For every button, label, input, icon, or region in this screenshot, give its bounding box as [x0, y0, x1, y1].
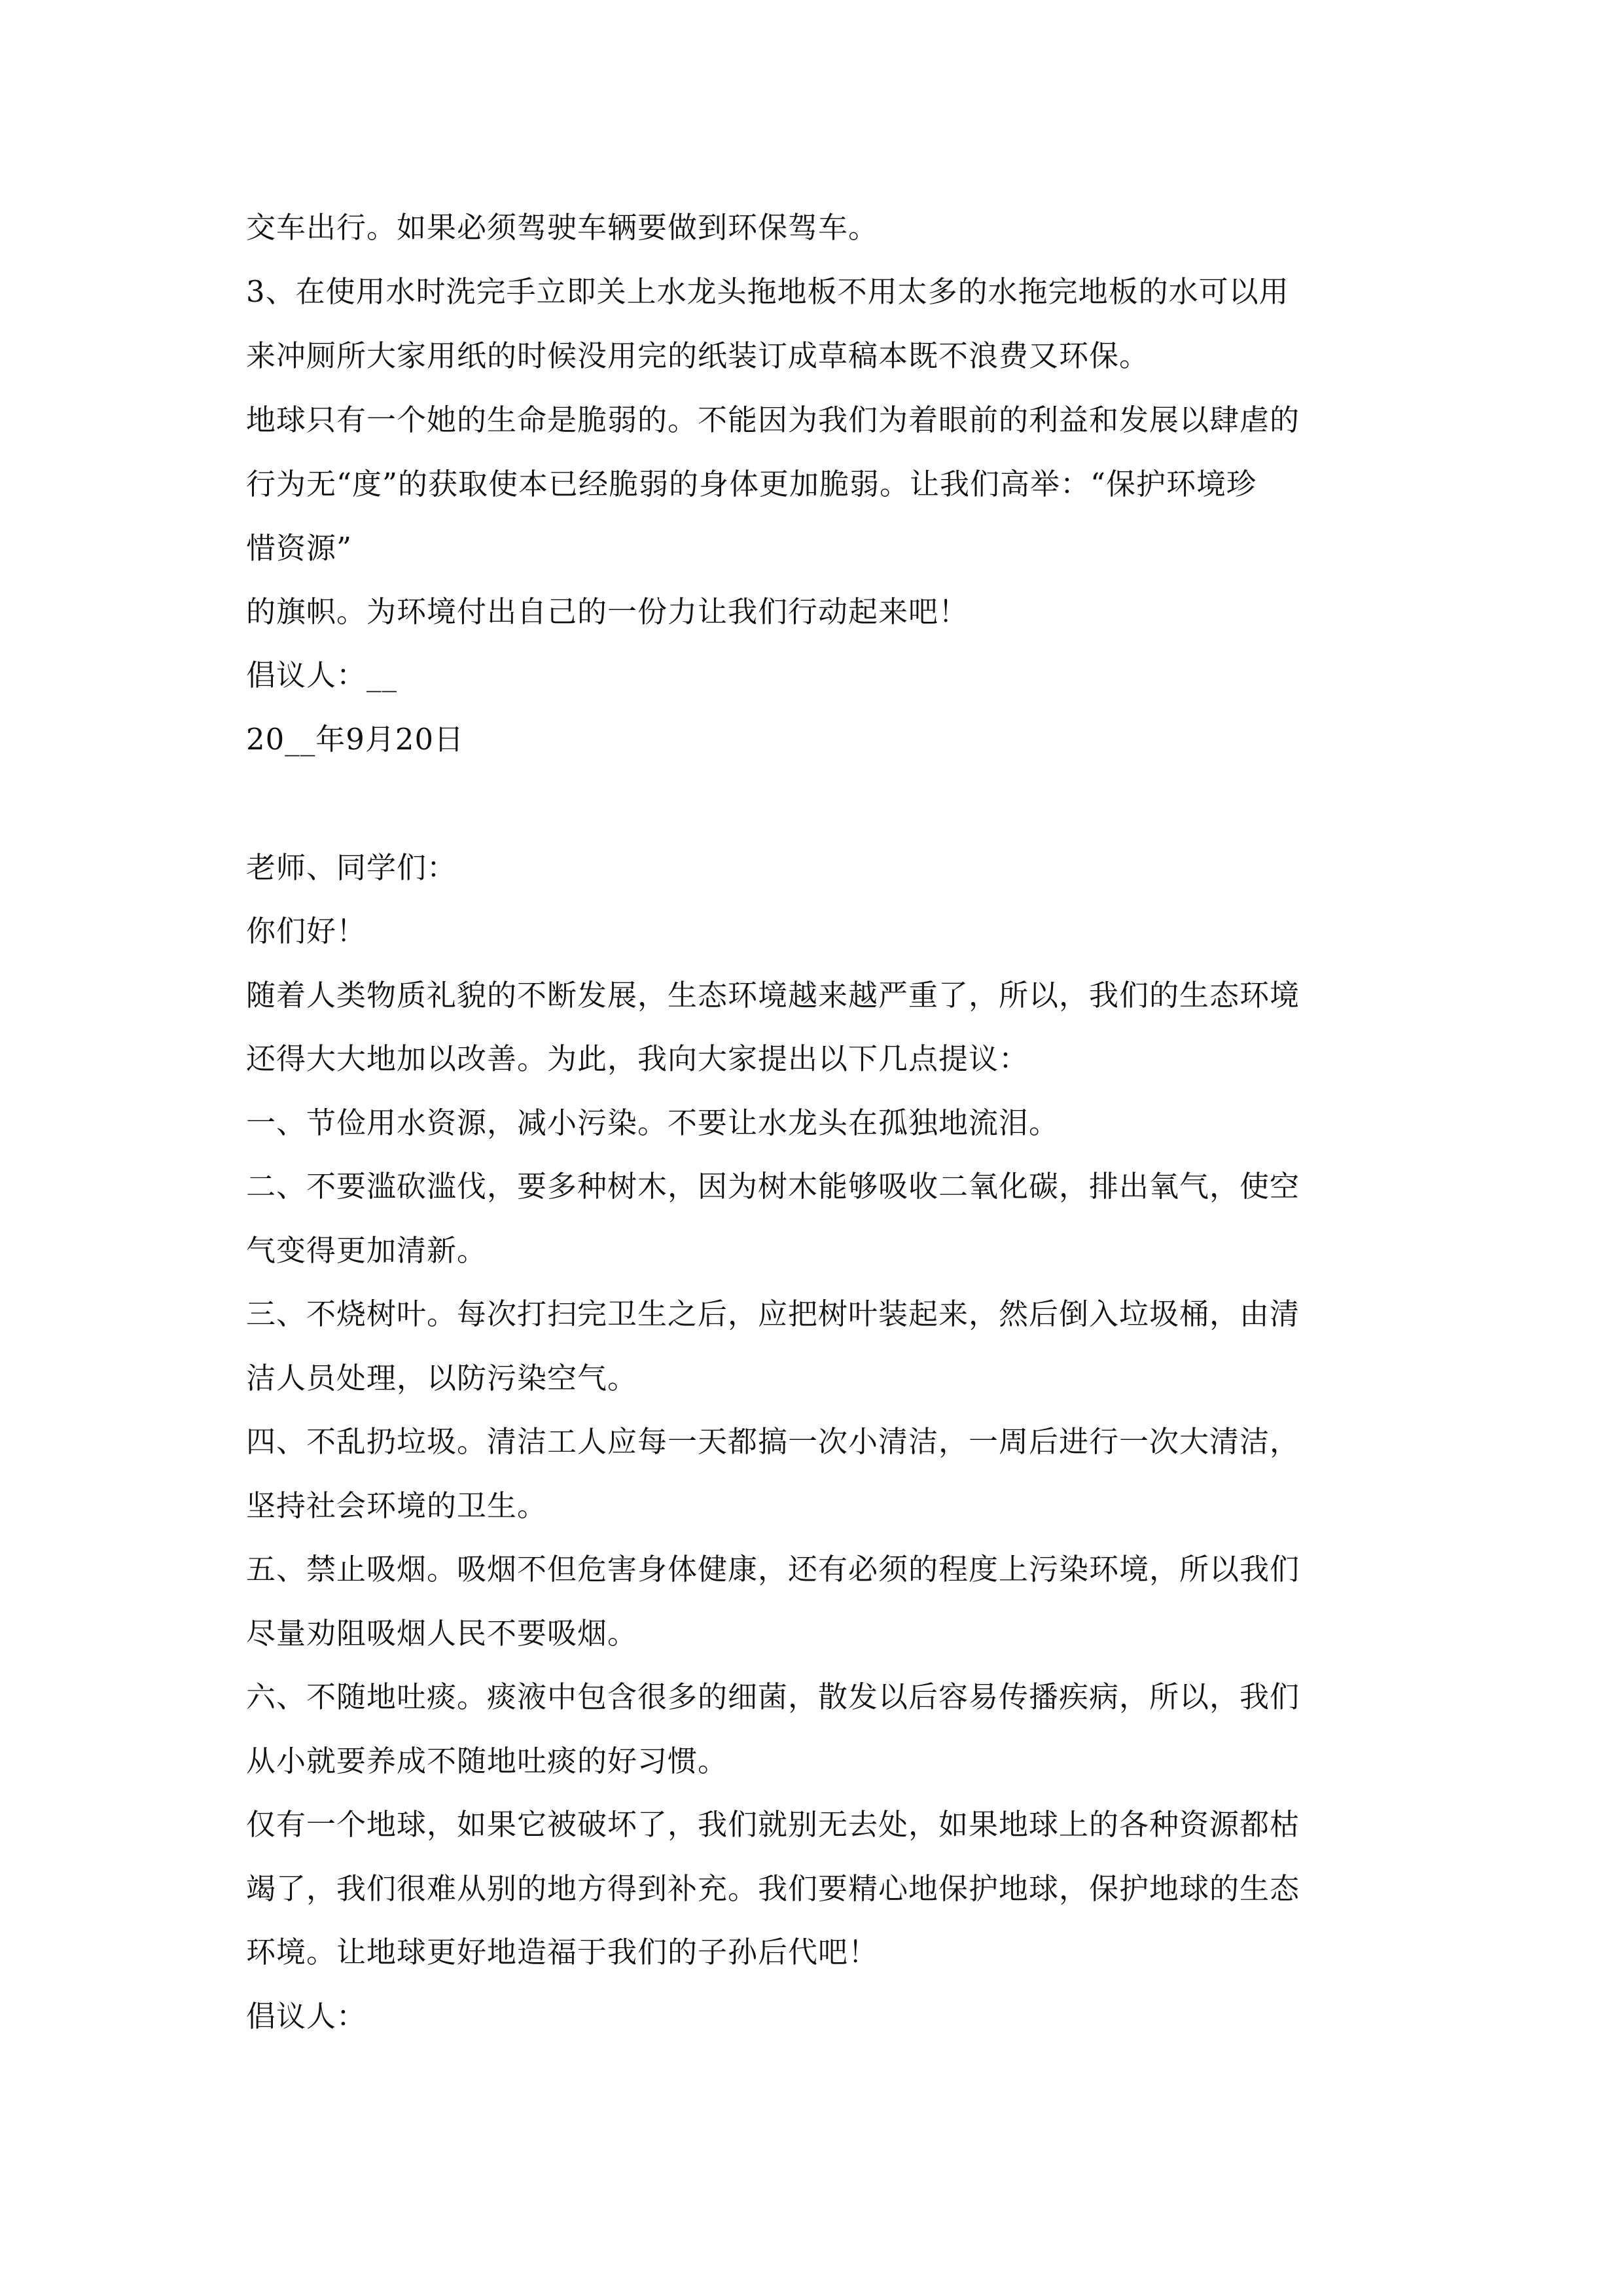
greeting: 你们好！	[246, 914, 367, 948]
text-line: 洁人员处理，以防污染空气。	[246, 1361, 638, 1395]
text-line: 的旗帜。为环境付出自己的一份力让我们行动起来吧！	[246, 594, 969, 629]
text-line: 从小就要养成不随地吐痰的好习惯。	[246, 1744, 728, 1778]
text-line: 随着人类物质礼貌的不断发展，生态环境越来越严重了，所以，我们的生态环境	[246, 978, 1300, 1013]
text-line: 气变得更加清新。	[246, 1233, 488, 1268]
text-line: 惜资源”	[246, 531, 353, 565]
text-line: 还得大大地加以改善。为此，我向大家提出以下几点提议：	[246, 1041, 1029, 1076]
text-line: 三、不烧树叶。每次打扫完卫生之后，应把树叶装起来，然后倒入垃圾桶，由清	[246, 1297, 1300, 1331]
text-line: 竭了，我们很难从别的地方得到补充。我们要精心地保护地球，保护地球的生态	[246, 1871, 1300, 1906]
date-line: 20__年9月20日	[246, 722, 465, 757]
text-line: 3、在使用水时洗完手立即关上水龙头拖地板不用太多的水拖完地板的水可以用	[246, 274, 1289, 309]
text-line: 交车出行。如果必须驾驶车辆要做到环保驾车。	[246, 210, 879, 245]
salutation: 老师、同学们：	[246, 850, 457, 885]
text-line: 仅有一个地球，如果它被破坏了，我们就别无去处，如果地球上的各种资源都枯	[246, 1807, 1300, 1842]
text-line: 坚持社会环境的卫生。	[246, 1488, 548, 1523]
text-line: 一、节俭用水资源，减小污染。不要让水龙头在孤独地流泪。	[246, 1105, 1060, 1140]
text-line: 环境。让地球更好地造福于我们的子孙后代吧！	[246, 1935, 879, 1969]
text-line: 行为无“度”的获取使本已经脆弱的身体更加脆弱。让我们高举：“保护环境珍	[246, 467, 1257, 501]
signature-line: 倡议人：	[246, 1999, 367, 2034]
text-line: 地球只有一个她的生命是脆弱的。不能因为我们为着眼前的利益和发展以肆虐的	[246, 403, 1300, 437]
text-line: 倡议人：__	[246, 658, 398, 692]
text-line: 六、不随地吐痰。痰液中包含很多的细菌，散发以后容易传播疾病，所以，我们	[246, 1679, 1300, 1714]
text-line: 尽量劝阻吸烟人民不要吸烟。	[246, 1616, 638, 1651]
text-line: 四、不乱扔垃圾。清洁工人应每一天都搞一次小清洁，一周后进行一次大清洁，	[246, 1424, 1300, 1459]
text-line: 二、不要滥砍滥伐，要多种树木，因为树木能够吸收二氧化碳，排出氧气，使空	[246, 1169, 1300, 1204]
text-line: 来冲厕所大家用纸的时候没用完的纸装订成草稿本既不浪费又环保。	[246, 338, 1150, 373]
text-line: 五、禁止吸烟。吸烟不但危害身体健康，还有必须的程度上污染环境，所以我们	[246, 1552, 1300, 1587]
